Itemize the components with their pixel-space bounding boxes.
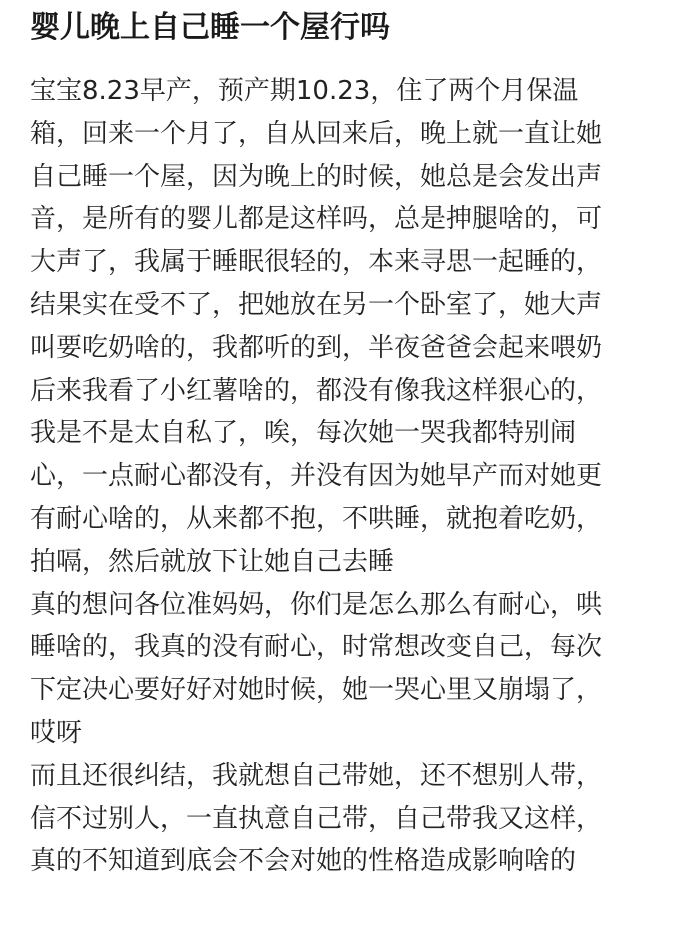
post-body-line: 自己睡一个屋，因为晚上的时候，她总是会发出声 xyxy=(30,161,603,192)
post-body-line: 拍嗝，然后就放下让她自己去睡 xyxy=(30,546,395,577)
post-body-line: 结果实在受不了，把她放在另一个卧室了，她大声 xyxy=(30,289,603,320)
post-body-line: 睡啥的，我真的没有耐心，时常想改变自己，每次 xyxy=(30,632,603,663)
post-body-line: 宝宝8.23早产，预产期10.23，住了两个月保温 xyxy=(30,76,579,106)
post-body-line: 叫要吃奶啥的，我都听的到，半夜爸爸会起来喂奶 xyxy=(30,332,603,363)
post-body-line: 真的不知道到底会不会对她的性格造成影响啥的 xyxy=(30,846,577,877)
post-body-line: 我是不是太自私了，唉，每次她一哭我都特别闹 xyxy=(30,418,577,449)
post-body-line: 真的想问各位准妈妈，你们是怎么那么有耐心，哄 xyxy=(30,589,603,620)
post-body-line: 而且还很纠结，我就想自己带她，还不想别人带， xyxy=(30,760,603,791)
post-body-line: 音，是所有的婴儿都是这样吗，总是抻腿啥的，可 xyxy=(30,204,603,235)
post-title: 婴儿晚上自己睡一个屋行吗 xyxy=(30,10,390,45)
post-body-line: 信不过别人，一直执意自己带，自己带我又这样， xyxy=(30,803,603,834)
post-body-line: 有耐心啥的，从来都不抱，不哄睡，就抱着吃奶， xyxy=(30,503,603,534)
post-body-line: 下定决心要好好对她时候，她一哭心里又崩塌了， xyxy=(30,675,603,706)
post-body-line: 哎呀 xyxy=(30,717,83,748)
post-body-line: 大声了，我属于睡眠很轻的，本来寻思一起睡的， xyxy=(30,247,603,278)
post-body-line: 箱，回来一个月了，自从回来后，晚上就一直让她 xyxy=(30,118,603,149)
post-body-line: 心，一点耐心都没有，并没有因为她早产而对她更 xyxy=(30,461,603,492)
post-body-line: 后来我看了小红薯啥的，都没有像我这样狠心的， xyxy=(30,375,603,406)
post-body xyxy=(30,70,668,883)
